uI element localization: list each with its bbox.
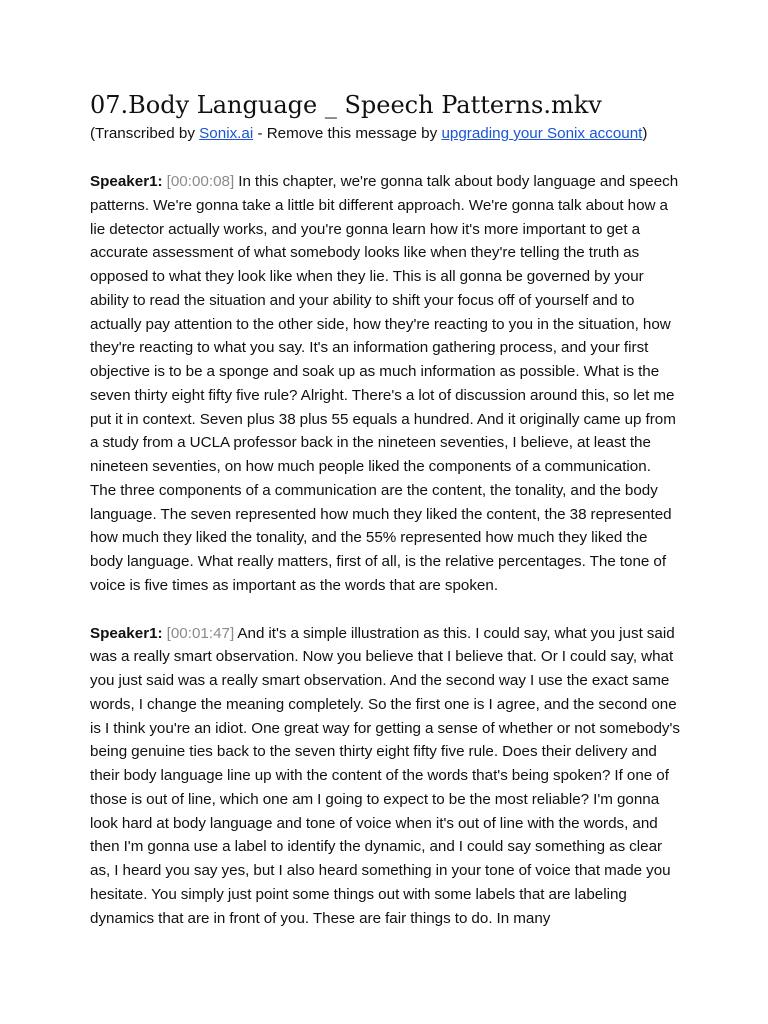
speaker-label: Speaker1: [90,624,163,642]
transcription-notice [90,122,680,146]
upgrade-account-link[interactable]: upgrading your Sonix account [441,125,643,142]
document-title: 07.Body Language _ Speech Patterns.mkv [90,91,602,119]
paragraph-text: And it's a simple illustration as this. I could say, what you just said was a really smart observation. Now you believe that I believe that. Or I could say, what you just said was a really smart observation. And the second way I use the exact same words, I change the meaning completely. So the first one is I agree, and the second one is I think you're an idiot. One great way for getting a sense of whether or not somebody's being genuine ties back to the seven thirty eight fifty five rule. Does their delivery and their body language line up with the content of the words that's being spoken? If one of those is out of line, which one am I going to expect to be the most reliable? I'm gonna look hard at body language and tone of voice when it's out of line with the words, and then I'm gonna use a label to identify the dynamic, and I could say something as clear as, I heard you say yes, but I also heard something in your tone of voice that made you hesitate. You simply just point some things out with some labels that are labeling dynamics that are in front of you. These are fair things to do. In many [90,624,680,927]
transcript-paragraph [90,170,680,598]
timestamp: [00:01:47] [166,624,235,642]
timestamp: [00:00:08] [166,173,235,190]
transcript-page [90,88,680,954]
sonix-link[interactable]: Sonix.ai [199,125,254,142]
notice-middle: - Remove this message by [253,125,442,142]
paragraph-text: In this chapter, we're gonna talk about body language and speech patterns. We're gonna take a little bit different approach. We're gonna talk about how a lie detector actually works, and you're gonna learn how it's more important to get a accurate assessment of what somebody looks like when they're telling the truth as opposed to what they look like when they lie. This is all gonna be governed by your ability to read the situation and your ability to shift your focus off of yourself and to actually pay attention to the other side, how they're reacting to you in the situation, how they're reacting to what you say. It's an information gathering process, and your first objective is to be a sponge and soak up as much information as possible. What is the seven thirty eight fifty five rule? Alright. There's a lot of discussion around this, so let me put it in context. Seven plus 38 plus 55 equals a hundred. And it originally came up from a study from a UCLA professor back in the nineteen seventies, I believe, at least the nineteen seventies, on how much people liked the components of a communication. The three components of a communication are the content, the tonality, and the body language. The seven represented how much they liked the content, the 38 represented how much they liked the tonality, and the 55% represented how much they liked the body language. What really matters, first of all, is the relative percentages. The tone of voice is five times as important as the words that are spoken. [90,173,679,594]
notice-prefix: (Transcribed by [90,125,200,142]
notice-suffix: ) [642,125,648,142]
speaker-label: Speaker1: [90,173,163,190]
transcript-paragraph [90,622,680,931]
